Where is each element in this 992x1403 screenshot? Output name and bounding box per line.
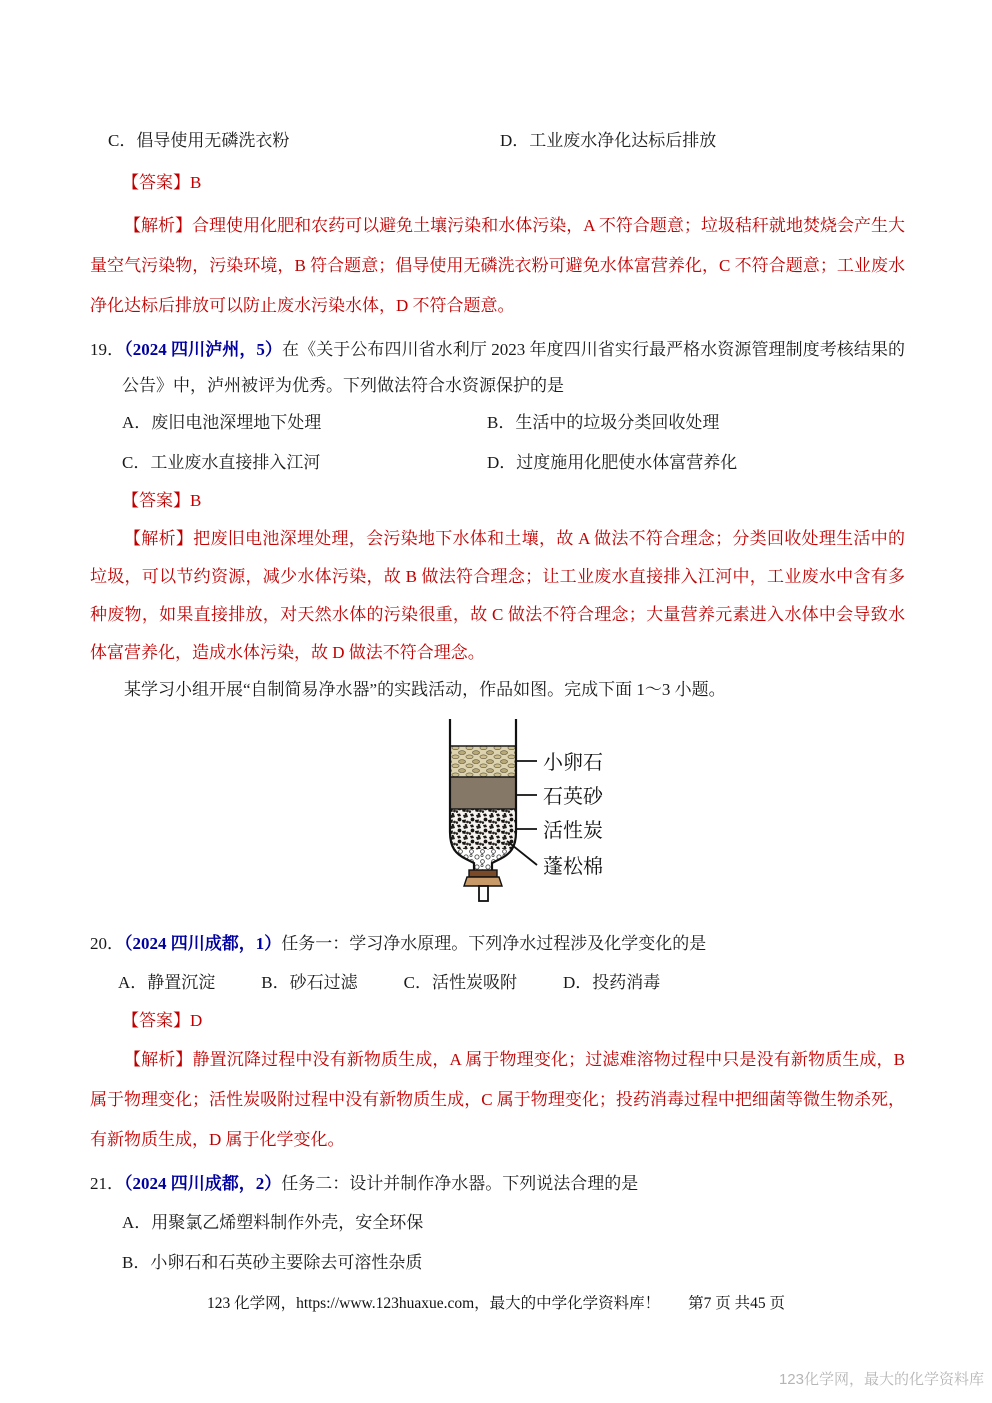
q21-number: 21． [90, 1174, 124, 1193]
q20-analysis: 【解析】静置沉降过程中没有新物质生成，A 属于物理变化；过滤难溶物过程中只是没有新物质生成，B 属于物理变化；活性炭吸附过程中没有新物质生成，C 属于物理变化；投药消毒过程中把细菌等微生物杀死，有新物质生成，D 属于化学变化。 [90, 1050, 905, 1149]
q19-option-a: A．废旧电池深埋地下处理 [122, 413, 322, 432]
q19-number: 19． [90, 340, 125, 359]
q20-option-c: C．活性炭吸附 [403, 973, 517, 992]
leader-line-cotton [507, 841, 537, 865]
page-footer [0, 1293, 992, 1315]
q19-option-c: C．工业废水直接排入江河 [122, 453, 321, 472]
label-pebble: 小卵石 [543, 752, 603, 774]
q19-answer: 【答案】B [122, 491, 202, 510]
pebble-layer [450, 746, 516, 777]
label-cotton: 蓬松棉 [543, 856, 603, 878]
label-sand: 石英砂 [543, 786, 603, 808]
purifier-intro: 某学习小组开展“自制简易净水器”的实践活动，作品如图。完成下面 1～3 小题。 [124, 680, 726, 699]
q19-analysis: 【解析】把废旧电池深埋处理，会污染地下水体和土壤，故 A 做法不符合理念；分类回收处理生活中的垃圾，可以节约资源，减少水体污染，故 B 做法符合理念；让工业废水直接排入江河中，工业废水中含有多种废物，如果直接排放，对天然水体的污染很重，故 C 做法不符合理念；大量营养元素进入水体中会导致水体富营养化，造成水体污染，故 D 做法不符合理念。 [90, 529, 905, 662]
activated-carbon-layer [450, 809, 516, 849]
water-purifier-diagram [90, 714, 905, 906]
watermark-text: 123化学网，最大的化学资料库 [778, 1371, 984, 1388]
q19-stem [90, 332, 905, 404]
bottle-empty-top [450, 719, 516, 746]
q20-answer: 【答案】D [122, 1011, 203, 1030]
q21-stem [90, 1172, 905, 1196]
q21-option-b: B．小卵石和石英砂主要除去可溶性杂质 [122, 1253, 423, 1272]
q19-stem-text: 在《关于公布四川省水利厅 2023 年度四川省实行最严格水资源管理制度考核结果的公告》中，泸州被评为优秀。下列做法符合水资源保护的是 [122, 340, 906, 395]
q19-options-row-ab [90, 412, 905, 434]
q19-option-b: B．生活中的垃圾分类回收处理 [487, 413, 720, 432]
q18-option-d: D．工业废水净化达标后排放 [500, 131, 717, 150]
footer-site-info: 123 化学网，https://www.123huaxue.com，最大的中学化学资料库！ [206, 1295, 661, 1312]
q21-source: （2024 四川成都，2） [124, 1174, 282, 1193]
q20-stem-text: 任务一：学习净水原理。下列净水过程涉及化学变化的是 [281, 934, 707, 953]
q20-option-d: D．投药消毒 [562, 973, 661, 992]
q19-option-d: D．过度施用化肥使水体富营养化 [487, 453, 738, 472]
q18-option-c: C．倡导使用无磷洗衣粉 [108, 131, 290, 150]
bottle-cap-body [464, 877, 502, 886]
q20-stem [90, 932, 905, 956]
q20-option-a: A．静置沉淀 [118, 973, 216, 992]
quartz-sand-layer [450, 777, 516, 809]
bottle-spout [479, 886, 488, 901]
label-carbon: 活性炭 [543, 820, 603, 842]
q18-answer: 【答案】B [122, 173, 202, 192]
q18-options-row-cd [90, 130, 905, 152]
q21-stem-text: 任务二：设计并制作净水器。下列说法合理的是 [281, 1174, 639, 1193]
q20-number: 20． [90, 934, 124, 953]
bottle-cap-band [469, 870, 497, 877]
page-content [90, 0, 905, 1274]
cotton-layer [450, 849, 516, 872]
q21-option-a: A．用聚氯乙烯塑料制作外壳，安全环保 [122, 1213, 424, 1232]
q19-source: （2024 四川泸州，5） [124, 340, 283, 359]
water-purifier-figure [430, 714, 680, 904]
q20-source: （2024 四川成都，1） [124, 934, 282, 953]
q19-options-row-cd [90, 452, 905, 474]
q20-options-row [90, 972, 905, 994]
q20-option-b: B．砂石过滤 [261, 973, 358, 992]
footer-page-number: 第7 页 共45 页 [688, 1295, 786, 1312]
q18-analysis: 【解析】合理使用化肥和农药可以避免土壤污染和水体污染，A 不符合题意；垃圾秸秆就地焚烧会产生大量空气污染物，污染环境，B 符合题意；倡导使用无磷洗衣粉可避免水体富营养化，C 不符合题意；工业废水净化达标后排放可以防止废水污染水体，D 不符合题意。 [90, 216, 905, 315]
